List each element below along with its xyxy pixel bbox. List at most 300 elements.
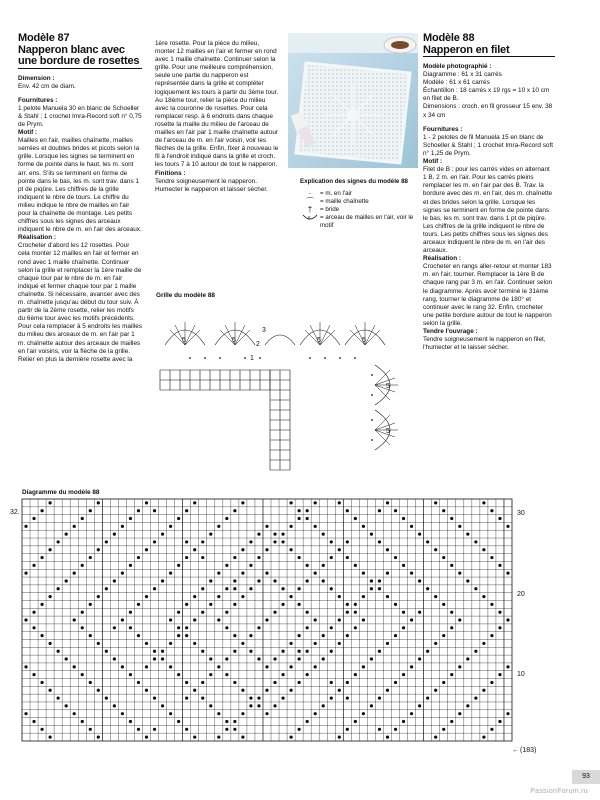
filled-square [153, 650, 156, 653]
filled-square [314, 642, 317, 645]
filled-square [450, 517, 453, 520]
filled-square [81, 626, 84, 629]
dimension-text: Env. 42 cm de diam. [18, 82, 76, 90]
filled-square [281, 696, 284, 699]
filled-square [322, 533, 325, 536]
filled-square [193, 618, 196, 621]
filled-square [121, 618, 124, 621]
filled-square [201, 696, 204, 699]
filled-square [378, 728, 381, 731]
filled-square [233, 556, 236, 559]
filled-square [490, 556, 493, 559]
filled-square [233, 720, 236, 723]
filled-square [386, 642, 389, 645]
filled-square [362, 665, 365, 668]
tendre-text: Tendre soigneusement le napperon en filet, l'humecter et le laisser sécher. [423, 336, 546, 352]
filled-square [57, 650, 60, 653]
filled-square [354, 603, 357, 606]
filled-square [442, 634, 445, 637]
grille-label: 5 [182, 337, 186, 344]
model88-code: Modèle 88 [423, 32, 475, 44]
filled-square [249, 650, 252, 653]
filled-square [386, 501, 389, 504]
filled-square [65, 704, 68, 707]
filled-square [185, 509, 188, 512]
filled-square [249, 696, 252, 699]
filled-square [273, 540, 276, 543]
filled-square [121, 572, 124, 575]
filled-square [386, 572, 389, 575]
filled-square [354, 626, 357, 629]
filled-square [32, 626, 35, 629]
filled-square [241, 501, 244, 504]
filled-square [233, 579, 236, 582]
realisation-label: Réalisation : [18, 234, 56, 242]
filled-square [362, 525, 365, 528]
filled-square [32, 720, 35, 723]
filled-square [402, 564, 405, 567]
filled-square [378, 650, 381, 653]
diagram-title: Diagramme du modèle 88 [22, 489, 100, 496]
filled-square [113, 704, 116, 707]
fournitures-label: Fournitures : [423, 125, 463, 133]
filled-square [346, 611, 349, 614]
filled-square [24, 572, 27, 575]
filled-square [322, 579, 325, 582]
filled-square [306, 673, 309, 676]
filled-square [137, 509, 140, 512]
filled-square [394, 634, 397, 637]
filled-square [410, 525, 413, 528]
filled-square [378, 509, 381, 512]
filled-square [97, 735, 100, 738]
filled-square [346, 681, 349, 684]
filled-square [314, 618, 317, 621]
filled-square [121, 712, 124, 715]
filled-square [265, 712, 268, 715]
filled-square [482, 642, 485, 645]
filled-square [153, 657, 156, 660]
filled-square [209, 704, 212, 707]
filled-square [153, 728, 156, 731]
filled-square [506, 525, 509, 528]
filled-square [506, 572, 509, 575]
filled-square [201, 540, 204, 543]
filled-square [330, 587, 333, 590]
filled-square [32, 611, 35, 614]
filled-square [346, 540, 349, 543]
filled-square [498, 673, 501, 676]
filled-square [217, 595, 220, 598]
legend-item: · = m. en l'air [300, 190, 420, 198]
filled-square [257, 696, 260, 699]
cross-icon: † [307, 205, 313, 214]
filled-square [402, 611, 405, 614]
filled-square [241, 642, 244, 645]
model87-column [18, 33, 142, 364]
filled-square [466, 579, 469, 582]
filled-square [346, 556, 349, 559]
filled-square [113, 579, 116, 582]
symbol-legend [300, 178, 420, 230]
filled-square [209, 533, 212, 536]
filled-square [450, 611, 453, 614]
filled-square [362, 618, 365, 621]
filled-square [458, 665, 461, 668]
filled-square [233, 650, 236, 653]
filled-square [498, 564, 501, 567]
filled-square [137, 634, 140, 637]
start-label: (183) [520, 747, 537, 754]
filled-square [402, 626, 405, 629]
filled-square [289, 735, 292, 738]
filled-square [32, 517, 35, 520]
filled-square [161, 657, 164, 660]
filled-square [225, 626, 228, 629]
filled-square [394, 603, 397, 606]
filled-square [298, 650, 301, 653]
filled-square [314, 665, 317, 668]
filled-square [330, 681, 333, 684]
row-label: 10 [517, 671, 525, 678]
grille-label: 5 [362, 337, 366, 344]
filled-square [386, 689, 389, 692]
legend-item: † = bride [300, 206, 420, 214]
filled-square [161, 533, 164, 536]
filled-square [241, 689, 244, 692]
filled-square [273, 533, 276, 536]
loop-icon [300, 214, 320, 225]
filled-square [73, 572, 76, 575]
filled-square [330, 696, 333, 699]
filled-square [298, 603, 301, 606]
filled-square [378, 587, 381, 590]
filled-square [57, 540, 60, 543]
filled-square [193, 689, 196, 692]
filled-square [418, 579, 421, 582]
filled-square [209, 673, 212, 676]
filled-square [281, 587, 284, 590]
filled-square [322, 634, 325, 637]
row-label: 30 [517, 510, 525, 517]
filled-square [289, 595, 292, 598]
filled-square [145, 665, 148, 668]
page-number: 93 [572, 770, 600, 784]
dimension-label: Dimension : [18, 74, 55, 82]
dimensions-line: Dimensions : croch. en fil grosseur 15 env. 38 x 34 cm [423, 103, 553, 119]
filled-square [225, 657, 228, 660]
filled-square [225, 587, 228, 590]
filled-square [233, 587, 236, 590]
filled-square [281, 533, 284, 536]
filled-square [362, 572, 365, 575]
filled-square [24, 665, 27, 668]
filled-square [145, 689, 148, 692]
filled-square [65, 579, 68, 582]
filled-square [257, 556, 260, 559]
filled-square [410, 712, 413, 715]
tendre-label: Tendre l'ouvrage : [423, 328, 478, 335]
filled-square [249, 587, 252, 590]
filled-square [153, 696, 156, 699]
filled-square [40, 634, 43, 637]
filled-square [402, 673, 405, 676]
filled-square [177, 564, 180, 567]
filled-square [370, 533, 373, 536]
filled-square [40, 509, 43, 512]
grille-title: Grille du modèle 88 [156, 292, 215, 299]
filled-square [121, 525, 124, 528]
realisation-text: Crocheter d'abord les 12 rosettes. Pour cela monter 12 mailles en l'air et fermer en rond avec 1 maille chaînette. Continuer selon la grille et remplacer la 1ère maille de chaque tour par le nbre de m. en l'air indiqué et fermer chaque tour par 1 maille chaînette. Si nécessaire, avancer avec des m. chaînette jusqu'au début du tour suiv. À partir de la 2ème rosette, relier les motifs du 6ème tour avec les motifs précédents. Pour cela remplacer à 5 endroits les mailles du milieu des arceaux de m. en l'air par 1 m. chaînette autour des arceaux de mailles en l'air voisins, voir la flèche de la grille. Relier en plus la dernière rosette avec la [18, 242, 142, 363]
filled-square [145, 548, 148, 551]
filled-square [442, 603, 445, 606]
filled-square [281, 650, 284, 653]
filled-square [24, 712, 27, 715]
filled-square [241, 595, 244, 598]
filled-square [169, 712, 172, 715]
filled-square [410, 665, 413, 668]
filled-square [233, 681, 236, 684]
echantillon-line: Échantillon : 18 carrés x 19 rgs = 10 x 10 cm en filet de B. [423, 87, 550, 103]
filled-square [97, 642, 100, 645]
filled-square [490, 634, 493, 637]
filled-square [97, 595, 100, 598]
motif-text: Filet de B : pour les carrés vides en alternant 1 B, 2 m. en l'air. Pour les carrés pleins remplacer les m. en l'air par des B. Trav. la bordure avec des m. en l'air, des m. chaînette et des brides selon la grille. Lorsque les signes se terminent en forme de pointe dans le bas, les m. sont trav. dans 1 pt de piqûre. Les chiffres de la grille indiquent le nbre de tours. Les petits chiffres sous les signes des arceaux indiquent le nbre de m. en l'air des arceaux. [423, 166, 553, 255]
model88-column [423, 33, 555, 352]
filled-square [434, 735, 437, 738]
filled-square [129, 517, 132, 520]
filled-square [89, 728, 92, 731]
filled-square [281, 540, 284, 543]
filled-square [474, 650, 477, 653]
filled-square [338, 689, 341, 692]
filled-square [81, 564, 84, 567]
filled-square [225, 728, 228, 731]
filled-square [273, 657, 276, 660]
filled-square [265, 525, 268, 528]
filled-square [346, 603, 349, 606]
filled-square [402, 720, 405, 723]
filled-square [314, 712, 317, 715]
filled-square [458, 712, 461, 715]
row-label: 20 [517, 591, 525, 598]
filled-square [145, 642, 148, 645]
filled-square [330, 556, 333, 559]
motif-label: Motif : [423, 158, 443, 166]
filled-square [298, 587, 301, 590]
filled-square [322, 657, 325, 660]
filled-square [442, 556, 445, 559]
filled-square [354, 564, 357, 567]
filled-square [105, 587, 108, 590]
filled-square [145, 735, 148, 738]
filled-square [145, 501, 148, 504]
filled-square [145, 595, 148, 598]
filled-square [354, 673, 357, 676]
filled-square [225, 673, 228, 676]
model88-title: Napperon en filet [423, 45, 555, 58]
filled-square [265, 665, 268, 668]
filled-square [338, 548, 341, 551]
grille-label: 2 [256, 341, 260, 348]
arc-icon: ⌒ [306, 197, 314, 206]
filled-square [185, 681, 188, 684]
filled-square [137, 681, 140, 684]
filled-square [193, 548, 196, 551]
filled-square [330, 540, 333, 543]
filled-square [474, 696, 477, 699]
filled-square [498, 517, 501, 520]
filled-square [346, 634, 349, 637]
filled-square [378, 540, 381, 543]
filled-square [161, 704, 164, 707]
filled-square [249, 540, 252, 543]
filled-square [306, 720, 309, 723]
filled-square [97, 548, 100, 551]
filled-square [49, 689, 52, 692]
filled-square [386, 548, 389, 551]
filled-square [137, 556, 140, 559]
filled-square [490, 681, 493, 684]
filled-square [442, 681, 445, 684]
filled-square [378, 696, 381, 699]
filled-square [450, 626, 453, 629]
filled-square [466, 704, 469, 707]
filled-square [81, 720, 84, 723]
filled-square [265, 689, 268, 692]
filled-square [434, 595, 437, 598]
filled-square [490, 603, 493, 606]
filled-square [193, 595, 196, 598]
filled-square [105, 696, 108, 699]
filled-square [394, 681, 397, 684]
filled-square [233, 509, 236, 512]
filled-square [137, 728, 140, 731]
filled-square [105, 650, 108, 653]
filled-square [185, 540, 188, 543]
filled-square [466, 657, 469, 660]
filled-square [410, 572, 413, 575]
filled-square [73, 618, 76, 621]
filled-square [506, 618, 509, 621]
dot-icon: · [308, 189, 312, 198]
model87-code: Modèle 87 [18, 32, 70, 44]
filled-square [306, 564, 309, 567]
filled-square [458, 618, 461, 621]
filled-square [217, 525, 220, 528]
filled-square [217, 712, 220, 715]
filled-square [370, 704, 373, 707]
filled-square [482, 548, 485, 551]
filled-square [249, 634, 252, 637]
filled-square [281, 673, 284, 676]
filled-square [209, 579, 212, 582]
filled-square [354, 517, 357, 520]
filled-square [65, 657, 68, 660]
photo-label: Modèle photographié : [423, 63, 492, 70]
filled-square [418, 704, 421, 707]
filled-square [346, 696, 349, 699]
filled-square [217, 735, 220, 738]
filled-square [273, 579, 276, 582]
filled-square [322, 564, 325, 567]
filled-square [257, 657, 260, 660]
filled-square [193, 735, 196, 738]
filled-square [434, 689, 437, 692]
filled-square [466, 533, 469, 536]
filled-square [458, 525, 461, 528]
filled-square [298, 556, 301, 559]
filled-square [177, 611, 180, 614]
filled-square [129, 564, 132, 567]
grille-label: 5 [317, 337, 321, 344]
filled-square [289, 665, 292, 668]
doily-photo [288, 33, 418, 168]
realisation-text: Crocheter en rangs aller-retour et monter 183 m. en l'air, tourner. Remplacer la 1ère B de chaque rang par 3 m. en l'air. Continuer selon le diagramme. Après avoir terminé le 31ème rang, tourner le diagramme de 180° et continuer avec le rang 32. Enfin, crocheter une petite bordure autour de tout le napperon selon la grille. [423, 263, 553, 327]
filled-square [346, 728, 349, 731]
grille-label: 5 [386, 383, 390, 390]
diagramme-line: Diagramme : 61 x 31 carrés [423, 71, 502, 79]
filled-square [161, 579, 164, 582]
filled-square [153, 509, 156, 512]
filled-square [394, 509, 397, 512]
grille-label: 5 [232, 337, 236, 344]
filled-square [201, 681, 204, 684]
filled-square [298, 657, 301, 660]
filled-square [306, 611, 309, 614]
filled-square [24, 525, 27, 528]
filled-square [273, 704, 276, 707]
filled-square [225, 517, 228, 520]
finitions-text: Tendre soigneusement le napperon. Humecter le napperon et laisser sécher. [155, 177, 268, 193]
filled-square [426, 696, 429, 699]
filled-square [89, 681, 92, 684]
filled-square [225, 720, 228, 723]
filled-square [482, 689, 485, 692]
filled-square [217, 618, 220, 621]
filled-square [129, 673, 132, 676]
filled-square [233, 728, 236, 731]
filled-square [185, 556, 188, 559]
filled-square [426, 540, 429, 543]
filled-square [129, 720, 132, 723]
filled-square [281, 603, 284, 606]
filled-square [201, 587, 204, 590]
filled-square [137, 603, 140, 606]
filled-square [97, 501, 100, 504]
filled-square [129, 626, 132, 629]
filled-square [306, 626, 309, 629]
filled-square [298, 728, 301, 731]
filled-square [153, 540, 156, 543]
filled-square [450, 673, 453, 676]
filled-square [40, 681, 43, 684]
filled-square [40, 556, 43, 559]
footer-watermark: PassionForum.ru [530, 788, 588, 795]
filled-square [273, 681, 276, 684]
filled-square [338, 595, 341, 598]
filled-square [249, 704, 252, 707]
filled-square [306, 509, 309, 512]
filled-square [330, 650, 333, 653]
filled-square [233, 603, 236, 606]
filled-square [185, 603, 188, 606]
motif-label: Motif : [18, 129, 38, 137]
filled-square [49, 595, 52, 598]
filled-square [434, 548, 437, 551]
filled-square [57, 587, 60, 590]
filled-square [105, 540, 108, 543]
